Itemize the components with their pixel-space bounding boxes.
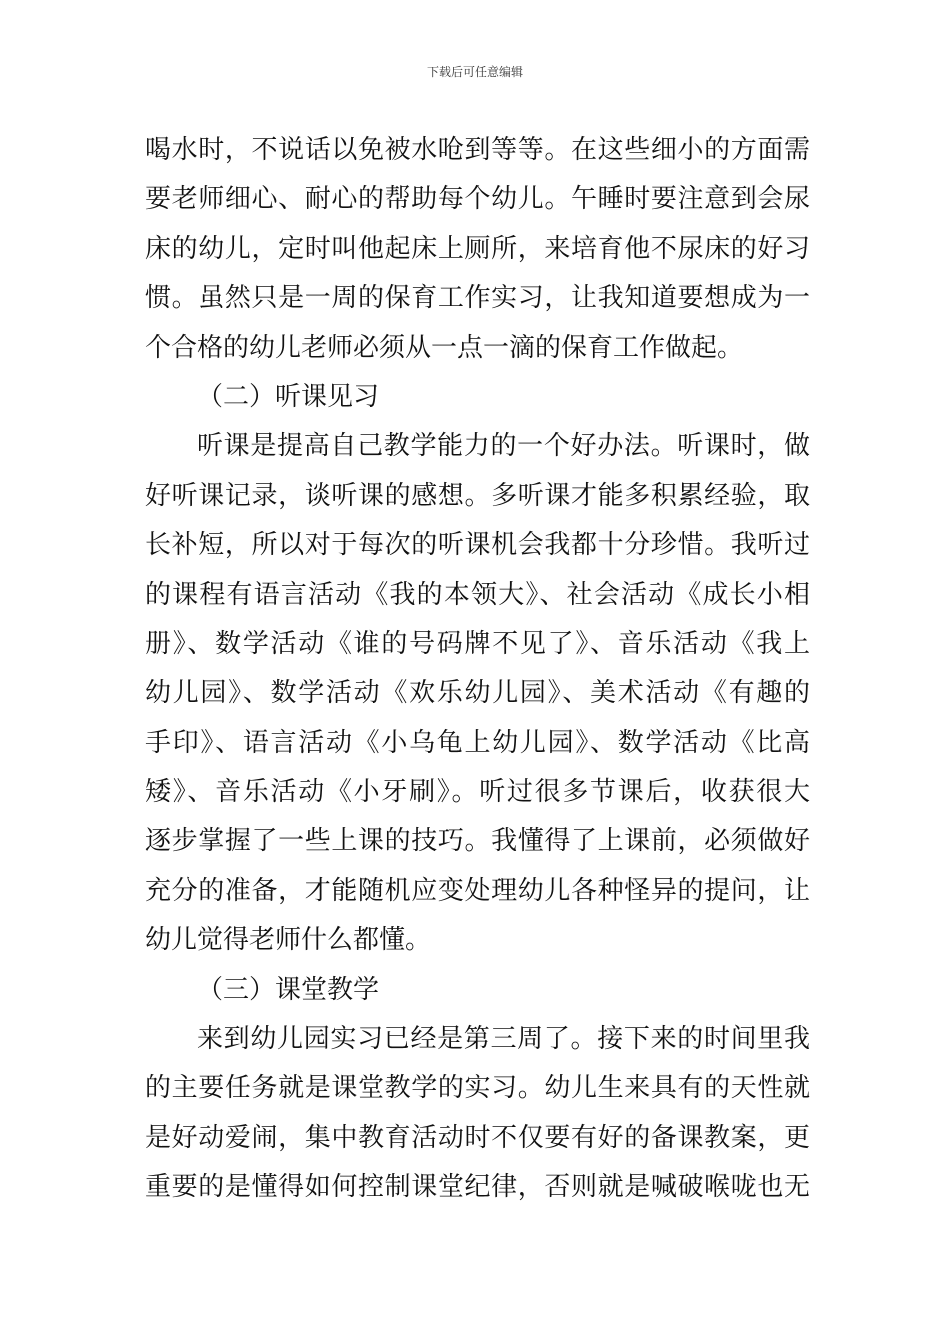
text-line: 幼儿园》、数学活动《欢乐幼儿园》、美术活动《有趣的	[145, 678, 810, 709]
document-body	[145, 126, 810, 1213]
text-line: 手印》、语言活动《小乌龟上幼儿园》、数学活动《比高	[145, 727, 810, 758]
text-line: 逐步掌握了一些上课的技巧。我懂得了上课前，必须做好	[145, 826, 810, 857]
text-line: 来到幼儿园实习已经是第三周了。接下来的时间里我	[197, 1024, 810, 1055]
section-heading: （二）听课见习	[197, 381, 380, 412]
text-line: 喝水时，不说话以免被水呛到等等。在这些细小的方面需	[145, 135, 810, 165]
section-heading: （三）课堂教学	[197, 974, 380, 1005]
text-line: 个合格的幼儿老师必须从一点一滴的保育工作做起。	[145, 332, 744, 363]
text-line: 惯。虽然只是一周的保育工作实习，让我知道要想成为一	[145, 283, 810, 314]
text-line: 的课程有语言活动《我的本领大》、社会活动《成长小相	[145, 579, 810, 610]
text-line: 幼儿觉得老师什么都懂。	[145, 925, 432, 956]
text-line: 的主要任务就是课堂教学的实习。幼儿生来具有的天性就	[145, 1073, 810, 1104]
text-line: 长补短，所以对于每次的听课机会我都十分珍惜。我听过	[145, 530, 810, 561]
text-line: 听课是提高自己教学能力的一个好办法。听课时，做	[197, 431, 810, 462]
text-line: 重要的是懂得如何控制课堂纪律，否则就是喊破喉咙也无	[145, 1172, 810, 1203]
text-line: 是好动爱闹，集中教育活动时不仅要有好的备课教案，更	[145, 1122, 810, 1153]
text-line: 床的幼儿，定时叫他起床上厕所，来培育他不尿床的好习	[145, 233, 810, 264]
text-line: 好听课记录，谈听课的感想。多听课才能多积累经验，取	[145, 480, 810, 511]
text-line: 充分的准备，才能随机应变处理幼儿各种怪异的提问，让	[145, 875, 810, 906]
text-line: 要老师细心、耐心的帮助每个幼儿。午睡时要注意到会尿	[145, 184, 810, 215]
page-header: 下载后可任意编辑	[426, 65, 523, 79]
text-line: 册》、数学活动《谁的号码牌不见了》、音乐活动《我上	[145, 628, 810, 659]
text-line: 矮》、音乐活动《小牙刷》。听过很多节课后，收获很大	[145, 777, 810, 808]
